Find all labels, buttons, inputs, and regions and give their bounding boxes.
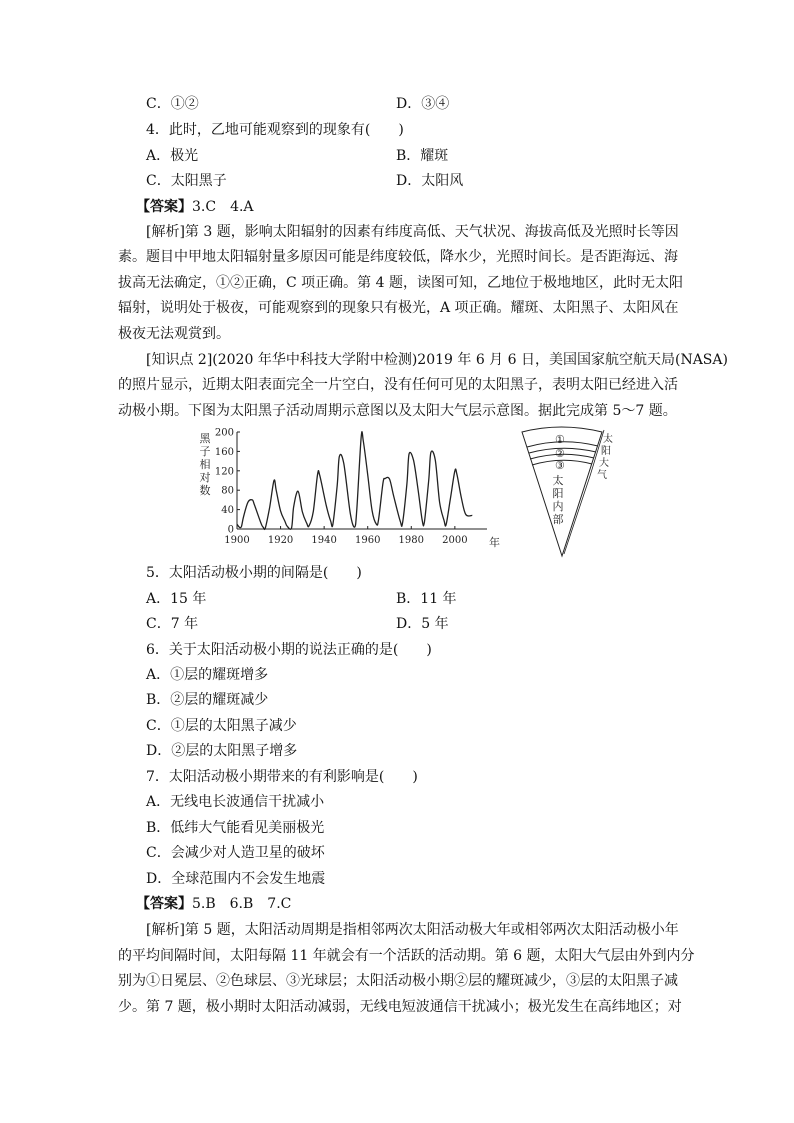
- interior-label-char: 阳: [552, 487, 564, 500]
- q4-option-c: C．太阳黑子: [146, 173, 227, 189]
- x-tick-label: 1980: [398, 535, 425, 546]
- y-tick-label: 200: [214, 427, 234, 439]
- x-tick-label: 1940: [311, 535, 337, 546]
- answer-text: 5.B 6.B 7.C: [192, 896, 292, 912]
- answer-2: [136, 894, 291, 914]
- atmosphere-label-char: 大: [599, 458, 609, 469]
- atmosphere-label-char: 阳: [601, 446, 611, 457]
- atmosphere-label-char: 太: [603, 434, 613, 445]
- analysis-2-line: [解析]第 5 题，太阳活动周期是指相邻两次太阳活动极大年或相邻两次太阳活动极小年: [146, 922, 679, 938]
- q5-option-c: C．7 年: [146, 616, 199, 632]
- y-tick-label: 160: [214, 446, 234, 458]
- x-tick-label: 1900: [224, 535, 250, 546]
- y-tick-label: 120: [214, 466, 234, 478]
- question-6-stem: 6．关于太阳活动极小期的说法正确的是( ): [146, 642, 432, 658]
- layer-3-label: ③: [555, 459, 565, 472]
- q7-option-a: A．无线电长波通信干扰减小: [146, 794, 325, 810]
- x-tick-label: 1920: [267, 535, 294, 546]
- analysis-1-line: [解析]第 3 题，影响太阳辐射的因素有纬度高低、天气状况、海拔高低及光照时长等因: [146, 224, 679, 240]
- answer-label: 【答案】: [136, 199, 192, 215]
- q4-option-a: A．极光: [146, 148, 199, 164]
- x-tick-label: 2000: [442, 535, 468, 546]
- answer-label: 【答案】: [136, 896, 192, 912]
- interior-label: [553, 473, 564, 526]
- y-axis-title-char: 数: [199, 484, 211, 497]
- q5-option-b: B．11 年: [396, 591, 457, 607]
- y-tick-label: 0: [227, 524, 234, 536]
- q4-option-d: D．太阳风: [396, 173, 464, 189]
- q6-option-c: C．①层的太阳黑子减少: [146, 718, 297, 734]
- x-tick-label: 1960: [354, 535, 381, 546]
- q4-option-b: B．耀斑: [396, 148, 449, 164]
- q7-option-c: C．会减少对人造卫星的破坏: [146, 845, 325, 861]
- knowledge-point-line: 的照片显示，近期太阳表面完全一片空白，没有任何可见的太阳黑子，表明太阳已经进入活: [118, 377, 678, 393]
- question-4-stem: 4．此时，乙地可能观察到的现象有( ): [146, 122, 404, 138]
- analysis-2-line: 的平均间隔时间，太阳每隔 11 年就会有一个活跃的活动期。第 6 题，太阳大气层由外到内分: [118, 948, 695, 964]
- analysis-1-line: 素。题目中甲地太阳辐射量多原因可能是纬度较低，降水少，光照时间长。是否距海远、海: [118, 249, 678, 265]
- y-tick-label: 80: [221, 485, 234, 497]
- y-axis-title: [200, 432, 212, 497]
- layer-1-label: ①: [555, 433, 565, 446]
- sun-layer-diagram: [518, 424, 618, 560]
- sunspot-series-line: [237, 432, 472, 530]
- chart-ticks: [215, 428, 468, 547]
- q6-option-b: B．②层的耀斑减少: [146, 692, 269, 708]
- y-axis-title-char: 子: [199, 445, 211, 458]
- answer-text: 3.C 4.A: [192, 199, 254, 215]
- y-axis-title-char: 黑: [199, 432, 211, 445]
- y-axis-title-char: 对: [199, 471, 211, 484]
- q6-option-d: D．②层的太阳黑子增多: [146, 743, 298, 759]
- interior-arrow: [564, 476, 590, 554]
- analysis-1-line: 极夜无法观赏到。: [118, 326, 230, 342]
- analysis-2-line: 别为①日冕层、②色球层、③光球层；太阳活动极小期②层的耀斑减少，③层的太阳黑子减: [118, 973, 678, 989]
- q6-option-a: A．①层的耀斑增多: [146, 667, 269, 683]
- knowledge-point-line: [知识点 2](2020 年华中科技大学附中检测)2019 年 6 月 6 日，美国国家航空航天局(NASA): [146, 352, 728, 368]
- knowledge-point-line: 动极小期。下图为太阳黑子活动周期示意图以及太阳大气层示意图。据此完成第 5～7 题。: [118, 403, 677, 419]
- analysis-2-line: 少。第 7 题，极小期时太阳活动减弱，无线电短波通信干扰减小；极光发生在高纬地区；对: [118, 999, 682, 1015]
- y-axis-title-char: 相: [199, 458, 211, 471]
- question-7-stem: 7．太阳活动极小期带来的有利影响是( ): [146, 769, 418, 785]
- atmosphere-label-char: 气: [597, 470, 607, 481]
- sunspot-chart: [195, 424, 505, 558]
- interior-label-char: 部: [552, 513, 564, 526]
- answer-1: [136, 197, 254, 217]
- option-c: C．①②: [146, 96, 199, 112]
- q7-option-d: D．全球范围内不会发生地震: [146, 871, 326, 887]
- option-d: D．③④: [396, 96, 450, 112]
- layer-2-label: ②: [555, 447, 565, 460]
- x-axis-title: 年: [489, 536, 500, 549]
- q5-option-d: D．5 年: [396, 616, 449, 632]
- interior-label-char: 内: [552, 500, 564, 513]
- q7-option-b: B．低纬大气能看见美丽极光: [146, 820, 325, 836]
- q5-option-a: A．15 年: [146, 591, 207, 607]
- analysis-1-line: 拔高无法确定，①②正确，C 项正确。第 4 题，读图可知，乙地位于极地地区，此时无太阳: [118, 275, 683, 291]
- question-5-stem: 5．太阳活动极小期的间隔是( ): [146, 565, 362, 581]
- y-tick-label: 40: [221, 505, 234, 517]
- analysis-1-line: 辐射，说明处于极夜，可能观察到的现象只有极光，A 项正确。耀斑、太阳黑子、太阳风在: [118, 300, 679, 316]
- interior-label-char: 太: [552, 474, 564, 487]
